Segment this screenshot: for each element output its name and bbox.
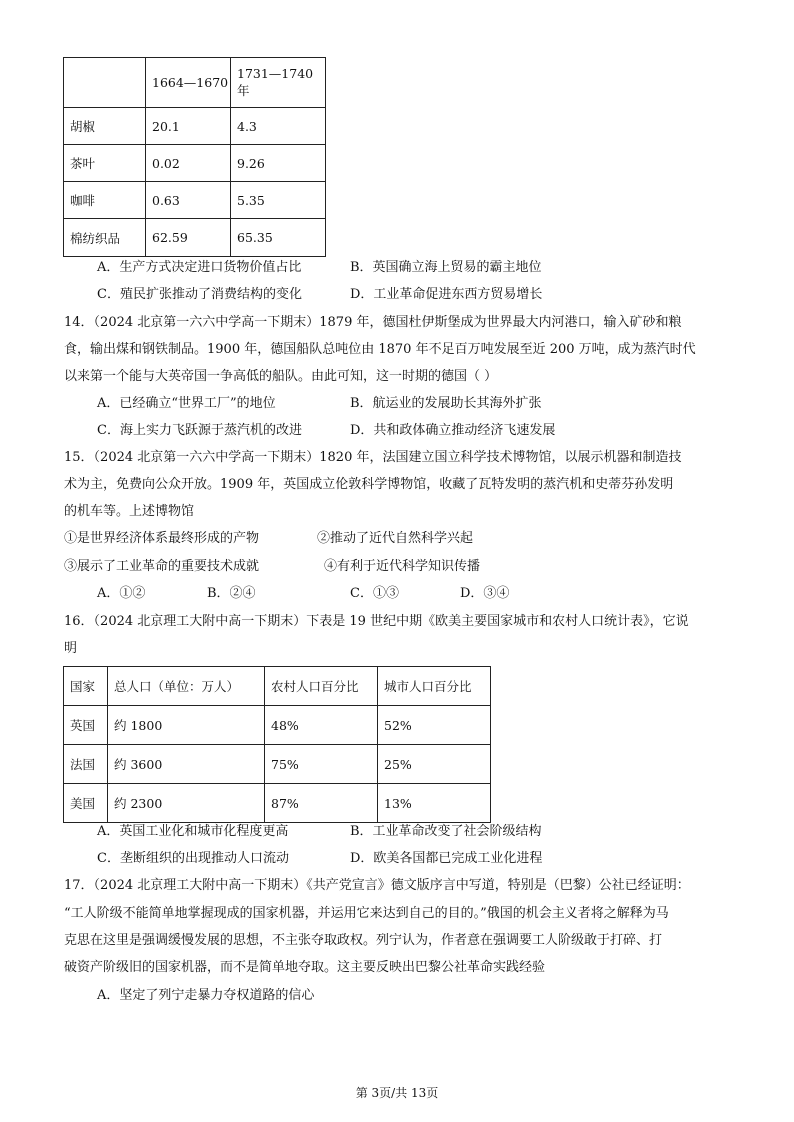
q14-option-d: D．共和政体确立推动经济飞速发展 <box>350 423 556 438</box>
q16-option-c: C．垄断组织的出现推动人口流动 <box>97 851 289 866</box>
q13-option-a: A．生产方式决定进口货物价值占比 <box>97 260 302 275</box>
table-cell: 62.59 <box>146 219 231 257</box>
q15-item-4: ④有利于近代科学知识传播 <box>324 559 481 574</box>
table-row <box>64 108 326 145</box>
q15-stem-line: 术为主，免费向公众开放。1909 年，英国成立伦敦科学博物馆，收藏了瓦特发明的蒸汽机和史蒂芬孙发明 <box>64 477 674 492</box>
q13-option-c: C．殖民扩张推动了消费结构的变化 <box>97 287 302 302</box>
import-value-table <box>63 57 326 257</box>
q17-stem-line: 克思在这里是强调缓慢发展的思想，不主张夺取政权。列宁认为，作者意在强调要工人阶级敢于打碎、打 <box>64 933 663 948</box>
q14-stem-line: 14．（2024 北京第一六六中学高一下期末）1879 年，德国杜伊斯堡成为世界最大内河港口，输入矿砂和粮 <box>64 315 682 330</box>
table-cell: 0.63 <box>146 182 231 219</box>
table-cell: 约 1800 <box>108 706 265 745</box>
q16-stem-line: 明 <box>64 641 78 656</box>
q15-option-c: C．①③ <box>350 586 399 601</box>
table-header-row <box>64 58 326 108</box>
q17-option-a: A．坚定了列宁走暴力夺权道路的信心 <box>97 988 315 1003</box>
q14-option-c: C．海上实力飞跃源于蒸汽机的改进 <box>97 423 302 438</box>
table-cell: 美国 <box>64 784 108 823</box>
q16-option-d: D．欧美各国都已完成工业化进程 <box>350 851 543 866</box>
q16-stem-line: 16．（2024 北京理工大附中高一下期末）下表是 19 世纪中期《欧美主要国家城市和农村人口统计表》，它说 <box>64 614 689 629</box>
q15-item-2: ②推动了近代自然科学兴起 <box>317 531 474 546</box>
q15-option-d: D．③④ <box>460 586 510 601</box>
table-cell: 英国 <box>64 706 108 745</box>
q17-stem-line: 17．（2024 北京理工大附中高一下期末）《共产党宣言》德文版序言中写道，特别是（巴黎）公社已经证明： <box>64 878 690 893</box>
table-row <box>64 745 491 784</box>
table-cell: 农村人口百分比 <box>265 667 378 706</box>
table-cell: 65.35 <box>231 219 326 257</box>
table-cell: 城市人口百分比 <box>378 667 491 706</box>
table-cell: 国家 <box>64 667 108 706</box>
table-row <box>64 219 326 257</box>
table-cell: 9.26 <box>231 145 326 182</box>
table-cell: 1664—1670 <box>146 58 231 108</box>
table-cell: 胡椒 <box>64 108 146 145</box>
table-cell: 13% <box>378 784 491 823</box>
table-cell: 87% <box>265 784 378 823</box>
table-header-row <box>64 667 491 706</box>
table-cell: 茶叶 <box>64 145 146 182</box>
q14-option-b: B．航运业的发展助长其海外扩张 <box>350 396 542 411</box>
table-cell: 总人口（单位：万人） <box>108 667 265 706</box>
table-cell: 约 3600 <box>108 745 265 784</box>
table-cell: 法国 <box>64 745 108 784</box>
q16-option-a: A．英国工业化和城市化程度更高 <box>97 824 289 839</box>
table-cell: 4.3 <box>231 108 326 145</box>
q15-stem-line: 的机车等。上述博物馆 <box>64 504 195 519</box>
table-cell: 48% <box>265 706 378 745</box>
page-number-footer: 第 3页/共 13页 <box>355 1086 439 1100</box>
table-row <box>64 706 491 745</box>
q17-stem-line: “工人阶级不能简单地掌握现成的国家机器，并运用它来达到自己的目的。”俄国的机会主义者将之解释为马 <box>64 906 669 921</box>
population-table <box>63 666 491 823</box>
table-cell: 约 2300 <box>108 784 265 823</box>
q15-stem-line: 15．（2024 北京第一六六中学高一下期末）1820 年，法国建立国立科学技术博物馆，以展示机器和制造技 <box>64 450 682 465</box>
q15-option-b: B．②④ <box>207 586 256 601</box>
table-row <box>64 182 326 219</box>
table-cell: 75% <box>265 745 378 784</box>
q13-option-d: D．工业革命促进东西方贸易增长 <box>350 287 543 302</box>
q14-option-a: A．已经确立“世界工厂”的地位 <box>97 396 276 411</box>
q15-option-a: A．①② <box>97 586 146 601</box>
table-cell: 1731—1740 年 <box>231 58 326 108</box>
q15-item-1: ①是世界经济体系最终形成的产物 <box>64 531 260 546</box>
q14-stem-line: 食，输出煤和钢铁制品。1900 年，德国船队总吨位由 1870 年不足百万吨发展至近 200 万吨，成为蒸汽时代 <box>64 342 696 357</box>
table-cell: 25% <box>378 745 491 784</box>
table-row <box>64 784 491 823</box>
q17-stem-line: 破资产阶级旧的国家机器，而不是简单地夺取。这主要反映出巴黎公社革命实践经验 <box>64 960 546 975</box>
q14-stem-line: 以来第一个能与大英帝国一争高低的船队。由此可知，这一时期的德国（ ） <box>64 369 498 384</box>
table-cell: 0.02 <box>146 145 231 182</box>
q15-item-3: ③展示了工业革命的重要技术成就 <box>64 559 260 574</box>
q16-option-b: B．工业革命改变了社会阶级结构 <box>350 824 542 839</box>
table-cell: 棉纺织品 <box>64 219 146 257</box>
table-cell: 5.35 <box>231 182 326 219</box>
table-cell <box>64 58 146 108</box>
table-cell: 20.1 <box>146 108 231 145</box>
table-cell: 咖啡 <box>64 182 146 219</box>
table-cell: 52% <box>378 706 491 745</box>
q13-option-b: B．英国确立海上贸易的霸主地位 <box>350 260 542 275</box>
table-row <box>64 145 326 182</box>
